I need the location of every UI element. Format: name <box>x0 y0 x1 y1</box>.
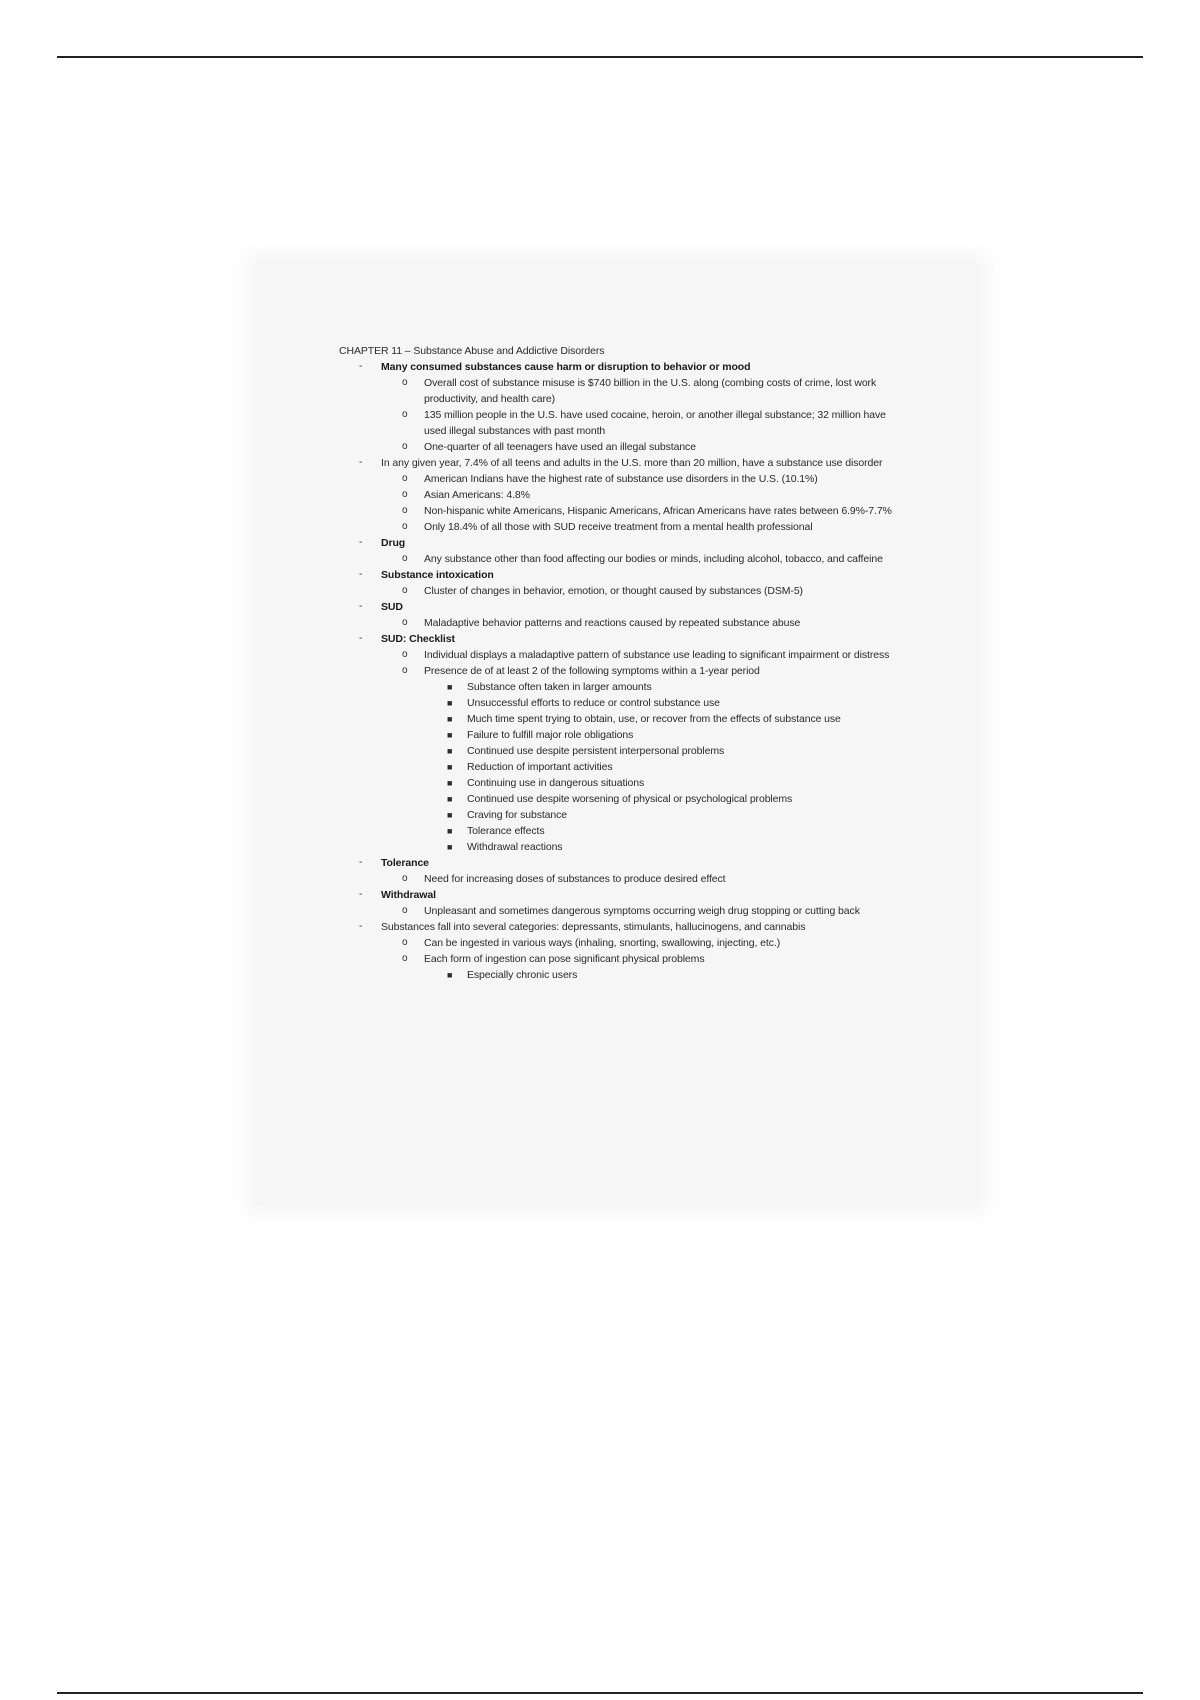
outline-item-text: Maladaptive behavior patterns and reactions caused by repeated substance abuse <box>424 617 801 629</box>
outline-item-text: Overall cost of substance misuse is $740 billion in the U.S. along (combing costs of crime, lost work productivity, and health care) <box>424 377 877 405</box>
outline-item-text: Reduction of important activities <box>467 761 613 773</box>
outline-item-text: Any substance other than food affecting our bodies or minds, including alcohol, tobacco, and caffeine <box>424 553 883 565</box>
outline-item-level-1 <box>339 535 909 551</box>
outline-item-level-2 <box>339 407 909 439</box>
outline-item-level-1 <box>339 599 909 615</box>
outline-item-level-3 <box>339 823 909 839</box>
outline-item-text: Can be ingested in various ways (inhaling, snorting, swallowing, injecting, etc.) <box>424 937 781 949</box>
outline-item-level-2 <box>339 935 909 951</box>
bottom-divider-line <box>57 1692 1143 1694</box>
dash-bullet: - <box>359 857 363 868</box>
circle-bullet: o <box>402 665 408 676</box>
outline-item-level-2 <box>339 951 909 967</box>
outline-item-text: SUD: Checklist <box>381 633 455 645</box>
dash-bullet: - <box>359 569 363 580</box>
outline-item-level-3 <box>339 711 909 727</box>
outline-item-text: Tolerance <box>381 857 429 869</box>
dash-bullet: - <box>359 633 363 644</box>
outline-item-level-3 <box>339 759 909 775</box>
outline-item-text: Failure to fulfill major role obligations <box>467 729 634 741</box>
outline-item-text: In any given year, 7.4% of all teens and adults in the U.S. more than 20 million, have a substance use disorder <box>381 457 883 469</box>
outline-item-level-2 <box>339 439 909 455</box>
square-bullet-icon: ■ <box>447 842 453 852</box>
circle-bullet: o <box>402 473 408 484</box>
circle-bullet: o <box>402 489 408 500</box>
outline-item-level-2 <box>339 503 909 519</box>
square-bullet-icon: ■ <box>447 698 453 708</box>
circle-bullet: o <box>402 505 408 516</box>
circle-bullet: o <box>402 649 408 660</box>
square-bullet-icon: ■ <box>447 970 453 980</box>
outline-item-level-2 <box>339 471 909 487</box>
outline-item-level-2 <box>339 647 909 663</box>
circle-bullet: o <box>402 521 408 532</box>
square-bullet-icon: ■ <box>447 746 453 756</box>
outline-item-text: Especially chronic users <box>467 969 578 981</box>
square-bullet-icon: ■ <box>447 794 453 804</box>
outline-item-level-2 <box>339 375 909 407</box>
outline-item-text: Substance intoxication <box>381 569 494 581</box>
dash-bullet: - <box>359 361 363 372</box>
outline-item-level-2 <box>339 615 909 631</box>
outline-item-level-2 <box>339 519 909 535</box>
dash-bullet: - <box>359 601 363 612</box>
square-bullet-icon: ■ <box>447 826 453 836</box>
outline-item-text: Only 18.4% of all those with SUD receive treatment from a mental health professional <box>424 521 813 533</box>
outline-item-level-2 <box>339 663 909 679</box>
outline-list <box>339 359 909 983</box>
circle-bullet: o <box>402 377 408 388</box>
outline-item-level-2 <box>339 903 909 919</box>
circle-bullet: o <box>402 953 408 964</box>
outline-item-text: Presence de of at least 2 of the following symptoms within a 1-year period <box>424 665 760 677</box>
outline-item-text: Non-hispanic white Americans, Hispanic Americans, African Americans have rates between 6.9%-7.7% <box>424 505 892 517</box>
circle-bullet: o <box>402 937 408 948</box>
outline-item-text: Withdrawal <box>381 889 436 901</box>
outline-item-text: Individual displays a maladaptive pattern of substance use leading to significant impairment or distress <box>424 649 890 661</box>
square-bullet-icon: ■ <box>447 682 453 692</box>
outline-item-text: Asian Americans: 4.8% <box>424 489 530 501</box>
outline-item-text: SUD <box>381 601 403 613</box>
circle-bullet: o <box>402 905 408 916</box>
outline-item-level-1 <box>339 887 909 903</box>
outline-item-level-3 <box>339 791 909 807</box>
outline-item-level-1 <box>339 631 909 647</box>
outline-item-level-2 <box>339 487 909 503</box>
outline-item-level-3 <box>339 679 909 695</box>
outline-item-level-3 <box>339 727 909 743</box>
outline-item-level-2 <box>339 551 909 567</box>
outline-item-level-1 <box>339 855 909 871</box>
outline-item-text: Drug <box>381 537 406 549</box>
outline-item-level-1 <box>339 919 909 935</box>
outline-item-level-3 <box>339 695 909 711</box>
square-bullet-icon: ■ <box>447 730 453 740</box>
outline-item-text: American Indians have the highest rate of substance use disorders in the U.S. (10.1%) <box>424 473 818 485</box>
square-bullet-icon: ■ <box>447 762 453 772</box>
square-bullet-icon: ■ <box>447 810 453 820</box>
dash-bullet: - <box>359 889 363 900</box>
dash-bullet: - <box>359 921 363 932</box>
outline-item-text: Unpleasant and sometimes dangerous symptoms occurring weigh drug stopping or cutting back <box>424 905 860 917</box>
outline-item-text: Continued use despite persistent interpersonal problems <box>467 745 725 757</box>
circle-bullet: o <box>402 409 408 420</box>
outline-item-level-1 <box>339 359 909 375</box>
outline-item-text: Much time spent trying to obtain, use, or recover from the effects of substance use <box>467 713 841 725</box>
square-bullet-icon: ■ <box>447 778 453 788</box>
circle-bullet: o <box>402 617 408 628</box>
outline-item-text: Continuing use in dangerous situations <box>467 777 645 789</box>
outline-item-text: Many consumed substances cause harm or disruption to behavior or mood <box>381 361 751 373</box>
dash-bullet: - <box>359 457 363 468</box>
outline-item-text: Tolerance effects <box>467 825 545 837</box>
square-bullet-icon: ■ <box>447 714 453 724</box>
outline-item-level-3 <box>339 807 909 823</box>
document-content <box>339 343 909 983</box>
outline-item-text: Substances fall into several categories: depressants, stimulants, hallucinogens, and cannabis <box>381 921 806 933</box>
chapter-title: CHAPTER 11 – Substance Abuse and Addictive Disorders <box>339 345 605 357</box>
outline-item-text: Need for increasing doses of substances to produce desired effect <box>424 873 726 885</box>
outline-item-text: Cluster of changes in behavior, emotion, or thought caused by substances (DSM-5) <box>424 585 803 597</box>
top-divider-line <box>57 56 1143 58</box>
outline-item-level-2 <box>339 871 909 887</box>
outline-item-text: Each form of ingestion can pose significant physical problems <box>424 953 705 965</box>
outline-item-text: Withdrawal reactions <box>467 841 563 853</box>
circle-bullet: o <box>402 441 408 452</box>
circle-bullet: o <box>402 553 408 564</box>
outline-item-level-3 <box>339 743 909 759</box>
outline-item-text: Craving for substance <box>467 809 568 821</box>
outline-item-text: One-quarter of all teenagers have used an illegal substance <box>424 441 696 453</box>
outline-item-level-3 <box>339 839 909 855</box>
outline-item-text: Substance often taken in larger amounts <box>467 681 652 693</box>
outline-item-level-1 <box>339 455 909 471</box>
outline-item-level-3 <box>339 775 909 791</box>
circle-bullet: o <box>402 873 408 884</box>
dash-bullet: - <box>359 537 363 548</box>
circle-bullet: o <box>402 585 408 596</box>
outline-item-text: Unsuccessful efforts to reduce or control substance use <box>467 697 720 709</box>
outline-item-text: Continued use despite worsening of physical or psychological problems <box>467 793 793 805</box>
outline-item-text: 135 million people in the U.S. have used cocaine, heroin, or another illegal substance; 32 million have used illegal substances with past month <box>424 409 886 437</box>
outline-item-level-1 <box>339 567 909 583</box>
outline-item-level-2 <box>339 583 909 599</box>
outline-item-level-3 <box>339 967 909 983</box>
